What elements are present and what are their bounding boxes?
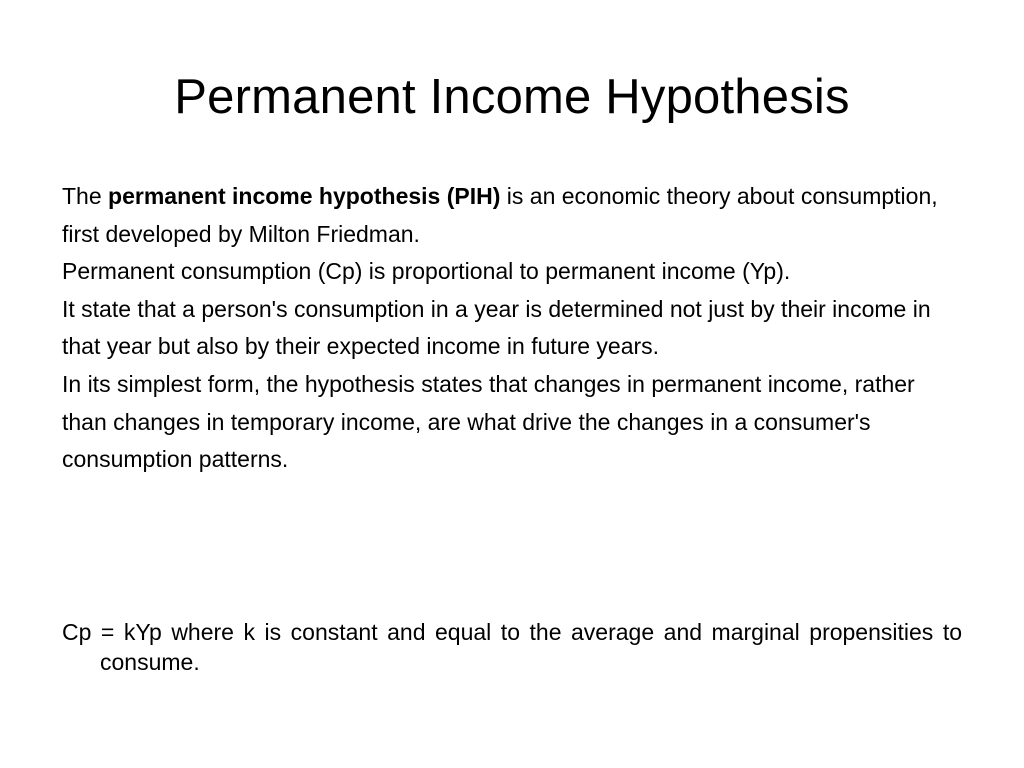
pih-definition-suffix: is an economic theory about consumption, first developed by Milton Friedman.: [62, 183, 938, 247]
pih-definition-prefix: The: [62, 183, 109, 209]
pih-term: permanent income hypothesis (PIH): [108, 183, 501, 209]
consumption-formula: Cp = kYp where k is constant and equal to the average and marginal propensities to consume.: [62, 619, 962, 675]
expected-income-paragraph: It state that a person's consumption in a year is determined not just by their income in that year but also by their expected income in future years.: [62, 295, 931, 360]
slide-body: [62, 178, 962, 479]
slide-title: Permanent Income Hypothesis: [174, 70, 850, 124]
pih-definition-paragraph: [62, 178, 962, 253]
simplest-form-paragraph: In its simplest form, the hypothesis states that changes in permanent income, rather than changes in temporary income, are what drive the changes in a consumer's consumption patterns.: [62, 370, 915, 473]
permanent-consumption-paragraph: Permanent consumption (Cp) is proportional to permanent income (Yp).: [62, 258, 791, 285]
